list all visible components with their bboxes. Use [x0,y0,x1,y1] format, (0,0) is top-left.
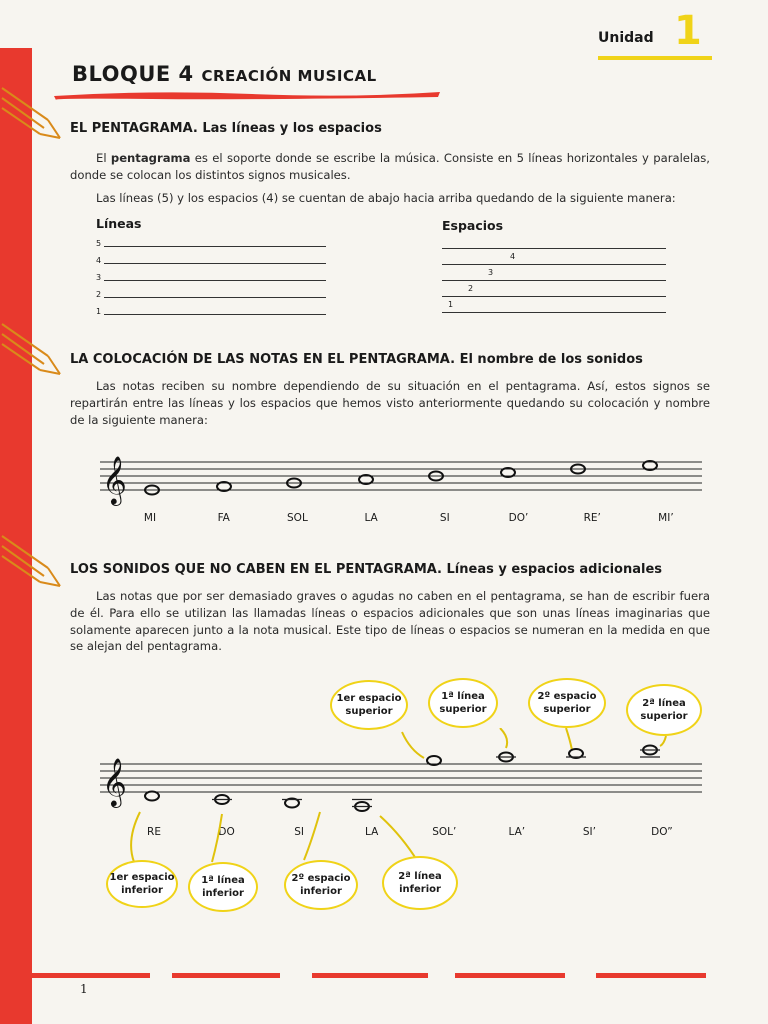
bubble-1a-linea-inferior: 1ª línea inferior [188,862,258,912]
bloque-title [72,62,377,86]
unidad-number: 1 [674,8,702,54]
bubble-2a-linea-superior: 2ª línea superior [626,684,702,736]
espacios-diagram: 4 3 2 1 [442,248,666,318]
bubble-1er-espacio-superior: 1er espacio superior [330,680,408,730]
bubble-2a-linea-inferior: 2ª línea inferior [382,856,458,910]
footer-bar [596,973,706,978]
section3-heading: LOS SONIDOS QUE NO CABEN EN EL PENTAGRAMA. Líneas y espacios adicionales [70,562,663,577]
footer-bar [30,973,150,978]
bloque-sub: CREACIÓN MUSICAL [201,67,377,85]
section1-paragraph2: Las líneas (5) y los espacios (4) se cuentan de abajo hacia arriba quedando de la siguiente manera: [96,191,676,205]
bloque-main: BLOQUE 4 [72,62,194,86]
lineas-diagram: 5 4 3 2 1 [96,240,326,331]
footer-bar [172,973,280,978]
note-names-row1: MI FA SOL LA SI DO’ RE’ MI’ [143,512,674,524]
section2-heading: LA COLOCACIÓN DE LAS NOTAS EN EL PENTAGRAMA. El nombre de los sonidos [70,352,643,367]
page-number: 1 [80,982,88,996]
bubble-1a-linea-superior: 1ª línea superior [428,678,498,728]
section3-paragraph: Las notas que por ser demasiado graves o agudas no caben en el pentagrama, se han de escribir fuera de él. Para ello se utilizan las llamadas líneas o espacios adicionales que son unas líneas imaginarias que solamente aparecen junto a la nota musical. Este tipo de líneas o espacios se numeran en la medida en que se alejan del pentagrama. [70,589,710,654]
footer-bar [312,973,428,978]
bubble-2o-espacio-inferior: 2º espacio inferior [284,860,358,910]
section1-heading: EL PENTAGRAMA. Las líneas y los espacios [70,121,382,136]
pencil-icon [0,318,70,378]
note-names-row2: RE DO SI LA SOL’ LA’ SI’ DO” [147,826,673,838]
bubble-1er-espacio-inferior: 1er espacio inferior [106,860,178,908]
brush-stroke [52,88,442,102]
bubble-2o-espacio-superior: 2º espacio superior [528,678,606,728]
lineas-title: Líneas [96,216,142,231]
staff-notes [100,446,706,510]
section2-paragraph: Las notas reciben su nombre dependiendo de su situación en el pentagrama. Así, estos signos se repartirán entre las líneas y los espacios que hemos visto anteriormente quedando su colocación y nombre de la siguiente manera: [70,379,710,427]
bottom-arrows [100,800,520,866]
espacios-title: Espacios [442,218,504,233]
unidad-underline [598,56,712,60]
svg-text:𝄞: 𝄞 [102,757,127,806]
section1-paragraph1: El pentagrama es el soporte donde se escribe la música. Consiste en 5 líneas horizontales y paralelas, donde se colocan los distintos signos musicales. [70,151,710,182]
unidad-label: Unidad [598,30,654,46]
pencil-icon [0,530,70,590]
footer-bar [455,973,565,978]
svg-text:𝄞: 𝄞 [102,455,127,504]
